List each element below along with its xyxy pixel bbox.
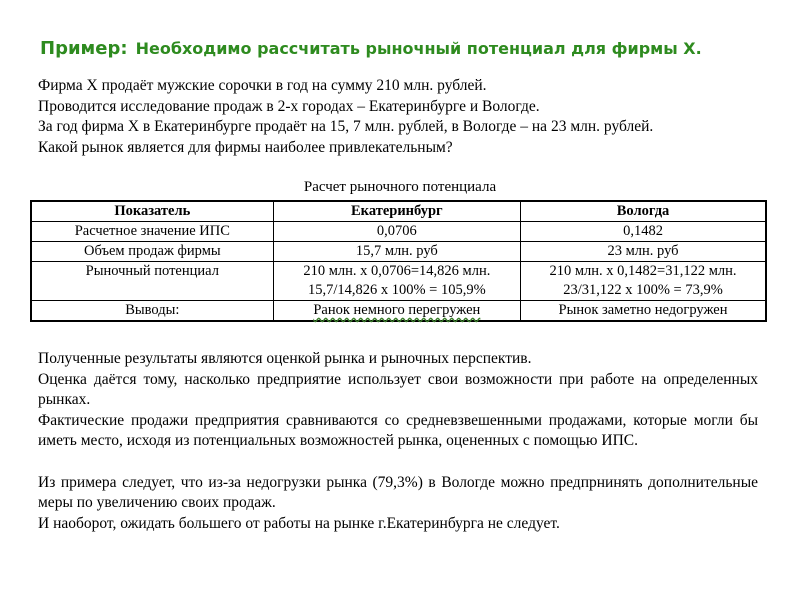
row-label: Выводы: xyxy=(31,301,273,322)
intro-line: Какой рынок является для фирмы наиболее привлекательным? xyxy=(38,138,453,156)
paragraph: И наоборот, ожидать большего от работы на рынке г.Екатеринбурга не следует. xyxy=(38,514,560,532)
paragraph: Полученные результаты являются оценкой рынка и рыночных перспектив. xyxy=(38,350,532,367)
vologda-value: 23 млн. руб xyxy=(521,242,766,262)
paragraph: Фактические продажи предприятия сравниваются со средневзвешенными продажами, которые могли бы иметь место, исходя из потенциальных возможностей рынка, оцененных с помощью ИПС. xyxy=(38,411,758,449)
ekaterinburg-value: 15,7 млн. руб xyxy=(273,242,520,262)
intro-text xyxy=(38,76,768,158)
table-row xyxy=(31,262,766,301)
table-header-row xyxy=(31,201,766,222)
intro-line: Проводится исследование продаж в 2-х городах – Екатеринбурге и Вологде. xyxy=(38,97,540,115)
vologda-value: 0,1482 xyxy=(521,222,766,242)
vologda-value xyxy=(521,262,766,301)
calc-line: 210 млн. х 0,0706=14,826 млн. xyxy=(303,263,491,279)
table-row xyxy=(31,242,766,262)
title-lead: Пример: xyxy=(40,38,128,59)
calc-line: 23/31,122 х 100% = 73,9% xyxy=(563,282,723,298)
table-row xyxy=(31,222,766,242)
row-label: Рыночный потенциал xyxy=(31,262,273,301)
ekaterinburg-value xyxy=(273,262,520,301)
table-caption: Расчет рыночного потенциала xyxy=(303,179,497,195)
intro-line: За год фирма Х в Екатеринбурге продаёт на 15, 7 млн. рублей, в Вологде – на 23 млн. рублей. xyxy=(38,118,654,135)
calc-line: 210 млн. х 0,1482=31,122 млн. xyxy=(549,263,737,279)
calc-line: 15,7/14,826 х 100% = 105,9% xyxy=(307,282,486,298)
title-text: Необходимо рассчитать рыночный потенциал для фирмы Х. xyxy=(135,39,702,58)
intro-line: Фирма Х продаёт мужские сорочки в год на сумму 210 млн. рублей. xyxy=(38,77,487,94)
table-row xyxy=(31,301,766,322)
header-indicator: Показатель xyxy=(31,201,273,222)
paragraph: Из примера следует, что из-за недогрузки рынка (79,3%) в Вологде можно предпрнинять дополнительные меры по увеличению своих продаж. xyxy=(38,473,758,511)
ekaterinburg-value: 0,0706 xyxy=(273,222,520,242)
row-label: Расчетное значение ИПС xyxy=(31,222,273,242)
row-label: Объем продаж фирмы xyxy=(31,242,273,262)
paragraph: Оценка даётся тому, насколько предприятие использует свои возможности при работе на определенных рынках. xyxy=(38,370,758,408)
header-ekaterinburg: Екатеринбург xyxy=(273,201,520,222)
conclusion-ekaterinburg: Ранок немного перегружен xyxy=(313,302,481,318)
vologda-value: Рынок заметно недогружен xyxy=(521,301,766,322)
market-potential-table xyxy=(30,200,767,322)
slide-title xyxy=(40,38,702,59)
header-vologda: Вологда xyxy=(521,201,766,222)
conclusions-text xyxy=(38,349,758,534)
ekaterinburg-value xyxy=(273,301,520,322)
